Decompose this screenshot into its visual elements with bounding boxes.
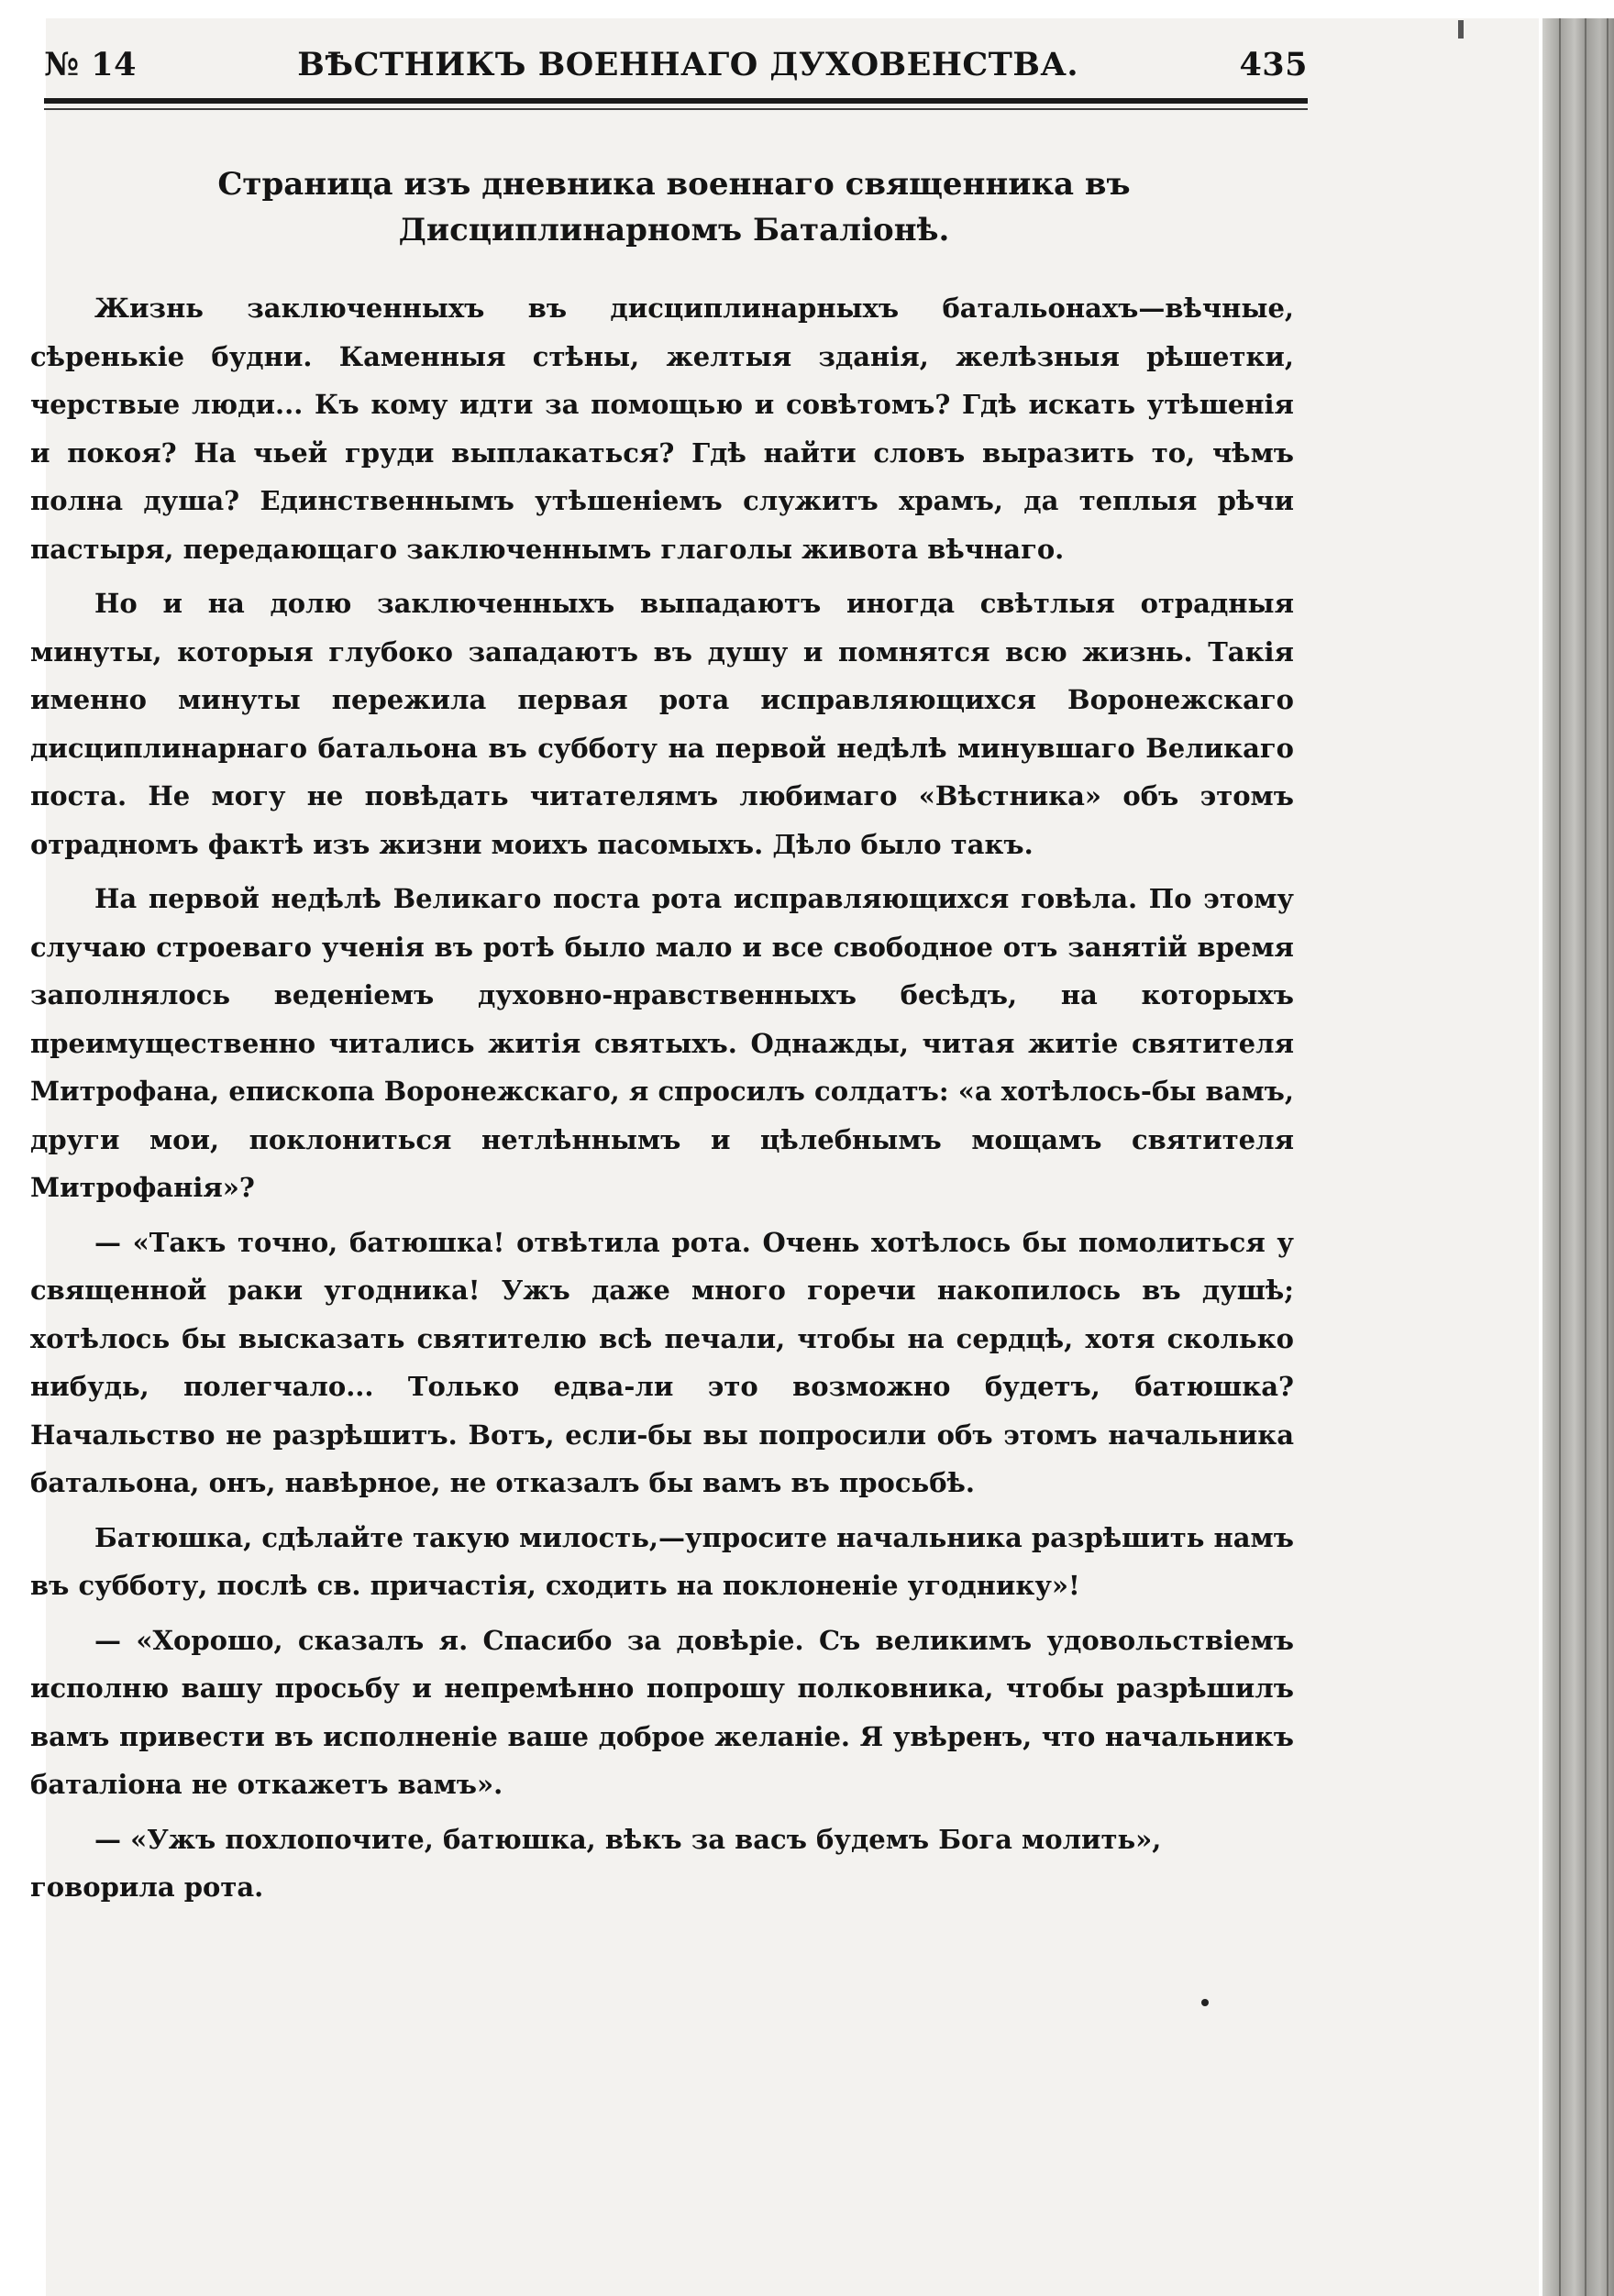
paragraph: На первой недѣлѣ Великаго поста рота исправляющихся говѣла. По этому случаю строеваго ученія въ ротѣ было мало и все свободное отъ занятій время заполнялось веденіемъ духовно-нравственныхъ бесѣдъ, на которыхъ преимущественно читались житія святыхъ. Однажды, читая житіе святителя Митрофана, епископа Воронежскаго, я спросилъ солдатъ: «а хотѣлось-бы вамъ, други мои, поклониться нетлѣннымъ и цѣлебнымъ мощамъ святителя Митрофанія»?	[30, 883, 1294, 1203]
paragraph: Но и на долю заключенныхъ выпадаютъ иногда свѣтлыя отрадныя минуты, которыя глубоко западаютъ въ душу и помнятся всю жизнь. Такія именно минуты пережила первая рота исправляющихся Воронежскаго дисциплинарнаго батальона въ субботу на первой недѣлѣ минувшаго Великаго поста. Не могу не повѣдать читателямъ любимаго «Вѣстника» объ этомъ отрадномъ фактѣ изъ жизни моихъ пасомыхъ. Дѣло было такъ.	[30, 588, 1294, 860]
print-speck	[1201, 1999, 1209, 2006]
paragraph: — «Такъ точно, батюшка! отвѣтила рота. Очень хотѣлось бы помолиться у священной раки угодника! Ужъ даже много горечи накопилось въ душѣ; хотѣлось бы высказать святителю всѣ печали, чтобы на сердцѣ, хотя сколько нибудь, полегчало... Только едва-ли это возможно будетъ, батюшка? Начальство не разрѣшитъ. Вотъ, если-бы вы попросили объ этомъ начальника батальона, онъ, навѣрное, не отказалъ бы вамъ въ просьбѣ.	[30, 1226, 1294, 1498]
article-title: Страница изъ дневника военнаго священника въ Дисциплинарномъ Баталіонѣ.	[217, 166, 1131, 248]
running-header	[44, 37, 1308, 92]
page-number: 435	[1239, 45, 1308, 83]
issue-number: № 14	[44, 45, 137, 83]
paragraph: Жизнь заключенныхъ въ дисциплинарныхъ батальонахъ—вѣчные, сѣренькіе будни. Каменныя стѣны, желтыя зданія, желѣзныя рѣшетки, черствые люди... Къ кому идти за помощью и совѣтомъ? Гдѣ искать утѣшенія и покоя? На чьей груди выплакаться? Гдѣ найти словъ выразить то, чѣмъ полна душа? Единственнымъ утѣшеніемъ служитъ храмъ, да теплыя рѣчи пастыря, передающаго заключеннымъ глаголы живота вѣчнаго.	[30, 293, 1294, 565]
scan-mark	[1458, 20, 1464, 39]
scan-top-margin	[0, 0, 1614, 18]
header-rule-thick	[44, 98, 1308, 104]
spine-line	[1585, 18, 1586, 2296]
spine-line	[1607, 18, 1608, 2296]
spine-line	[1559, 18, 1561, 2296]
header-rule-thin	[44, 108, 1308, 110]
article-body	[30, 284, 1294, 1918]
book-spine-edge	[1542, 18, 1614, 2296]
journal-title: ВѢСТНИКЪ ВОЕННАГО ДУХОВЕНСТВА.	[297, 45, 1079, 83]
paragraph: Батюшка, сдѣлайте такую милость,—упросите начальника разрѣшить намъ въ субботу, послѣ св. причастія, сходить на поклоненіе угоднику»!	[30, 1521, 1294, 1601]
paragraph: — «Ужъ похлопочите, батюшка, вѣкъ за васъ будемъ Бога молить», говорила рота.	[30, 1823, 1162, 1903]
paragraph: — «Хорошо, сказалъ я. Спасибо за довѣріе. Съ великимъ удовольствіемъ исполню вашу просьбу и непремѣнно попрошу полковника, чтобы разрѣшилъ вамъ привести въ исполненіе ваше доброе желаніе. Я увѣренъ, что начальникъ баталіона не откажетъ вамъ».	[30, 1624, 1294, 1800]
